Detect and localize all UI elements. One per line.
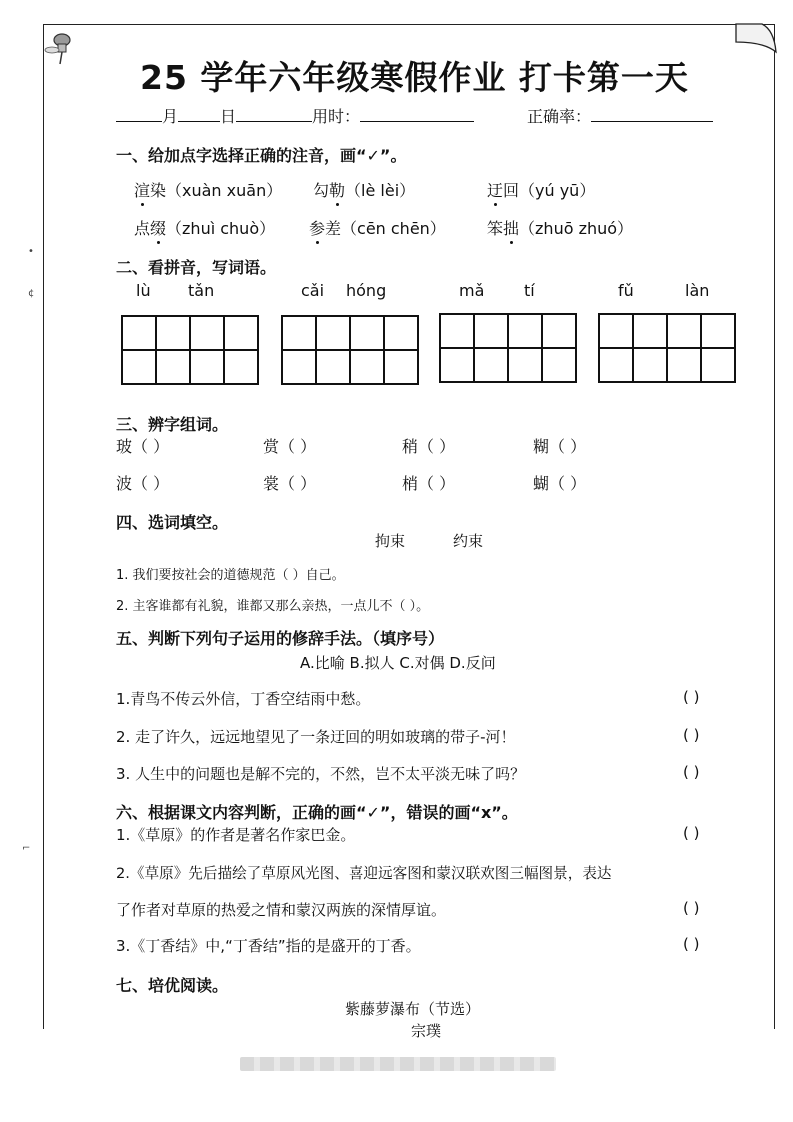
answer-blank[interactable]: ( ) (683, 763, 700, 781)
day-blank[interactable] (178, 107, 220, 122)
pinyin-label: cǎi (301, 281, 325, 300)
answer-blank[interactable]: ( ) (683, 688, 700, 706)
month-blank[interactable] (116, 107, 162, 122)
pinyin-item: 迂回（yú yū） (487, 181, 596, 200)
section5-heading: 五、判断下列句子运用的修辞手法。（填序号） (116, 629, 445, 648)
section2-heading: 二、看拼音，写词语。 (116, 258, 277, 277)
accuracy-label: 正确率： (527, 107, 592, 126)
margin-mark: ¢ (28, 288, 35, 299)
word-item[interactable]: 糊（ ） (533, 437, 587, 456)
pinyin-label: fǔ (618, 281, 634, 300)
time-blank[interactable] (236, 107, 312, 122)
writing-grid[interactable] (121, 315, 259, 385)
question-text: 2. 主客谁都有礼貌，谁都又那么亲热，一点儿不（ ）。 (116, 599, 430, 614)
section4-heading: 四、选词填空。 (116, 513, 229, 532)
month-label: 月 (162, 107, 179, 126)
section6-heading: 六、根据课文内容判断，正确的画“✓”，错误的画“x”。 (116, 803, 518, 822)
answer-blank[interactable]: ( ) (683, 824, 700, 842)
section1-heading: 一、给加点字选择正确的注音，画“✓”。 (116, 146, 407, 165)
answer-blank[interactable]: ( ) (683, 899, 700, 917)
question-text: 3. 人生中的问题也是解不完的，不然，岂不太平淡无味了吗？ (116, 765, 526, 783)
pinyin-item: 勾勒（lè lèi） (313, 181, 416, 200)
pinyin-label: làn (685, 281, 710, 300)
writing-grid[interactable] (439, 313, 577, 383)
question-text: 2. 走了许久，远远地望见了一条迂回的明如玻璃的带子-河！ (116, 728, 516, 746)
pinyin-item: 点缀（zhuì chuò） (134, 219, 276, 238)
word-item[interactable]: 梢（ ） (402, 474, 456, 493)
answer-blank[interactable]: ( ) (683, 726, 700, 744)
question-text: 3.《丁香结》中,“丁香结”指的是盛开的丁香。 (116, 937, 421, 955)
word-choice: 约束 (453, 532, 484, 550)
page-title: 25 学年六年级寒假作业 打卡第一天 (140, 58, 689, 97)
pinyin-label: mǎ (459, 281, 485, 300)
margin-mark: ⌐ (22, 843, 31, 854)
word-item[interactable]: 赏（ ） (263, 437, 317, 456)
word-item[interactable]: 波（ ） (116, 474, 170, 493)
question-text: 1.青鸟不传云外信，丁香空结雨中愁。 (116, 690, 371, 708)
pinyin-label: tǎn (188, 281, 215, 300)
pinyin-item: 参差（cēn chēn） (309, 219, 446, 238)
pinyin-label: lù (136, 281, 151, 300)
section3-heading: 三、辨字组词。 (116, 415, 229, 434)
time-label: 用时： (312, 107, 361, 126)
pinyin-item: 渲染（xuàn xuān） (134, 181, 283, 200)
passage-title: 紫藤萝瀑布（节选） (345, 1000, 481, 1018)
word-item[interactable]: 玻（ ） (116, 437, 170, 456)
section7-heading: 七、培优阅读。 (116, 976, 229, 995)
word-choice: 拘束 (375, 532, 406, 550)
word-item[interactable]: 裳（ ） (263, 474, 317, 493)
pinyin-item: 笨拙（zhuō zhuó） (487, 219, 634, 238)
writing-grid[interactable] (281, 315, 419, 385)
date-line (116, 104, 474, 127)
question-text: 了作者对草原的热爱之情和蒙汉两族的深情厚谊。 (116, 901, 447, 919)
question-text: 1.《草原》的作者是著名作家巴金。 (116, 826, 356, 844)
answer-blank[interactable]: ( ) (683, 935, 700, 953)
passage-author: 宗璞 (411, 1022, 442, 1040)
accuracy-line (527, 104, 713, 127)
margin-mark: • (28, 246, 34, 257)
pushpin-icon (44, 30, 78, 66)
page-curl-icon (734, 22, 778, 66)
day-label: 日 (220, 107, 237, 126)
accuracy-blank[interactable] (591, 107, 713, 122)
question-text: 2.《草原》先后描绘了草原风光图、喜迎远客图和蒙汉联欢图三幅图景，表达 (116, 865, 612, 882)
question-text: 1. 我们要按社会的道德规范（ ）自己。 (116, 568, 345, 583)
pinyin-label: hóng (346, 281, 387, 300)
word-item[interactable]: 蝴（ ） (533, 474, 587, 493)
blurred-footer (240, 1057, 556, 1071)
word-item[interactable]: 稍（ ） (402, 437, 456, 456)
time-value-blank[interactable] (360, 107, 474, 122)
options-text: A.比喻 B.拟人 C.对偶 D.反问 (300, 654, 496, 672)
writing-grid[interactable] (598, 313, 736, 383)
pinyin-label: tí (524, 281, 535, 300)
